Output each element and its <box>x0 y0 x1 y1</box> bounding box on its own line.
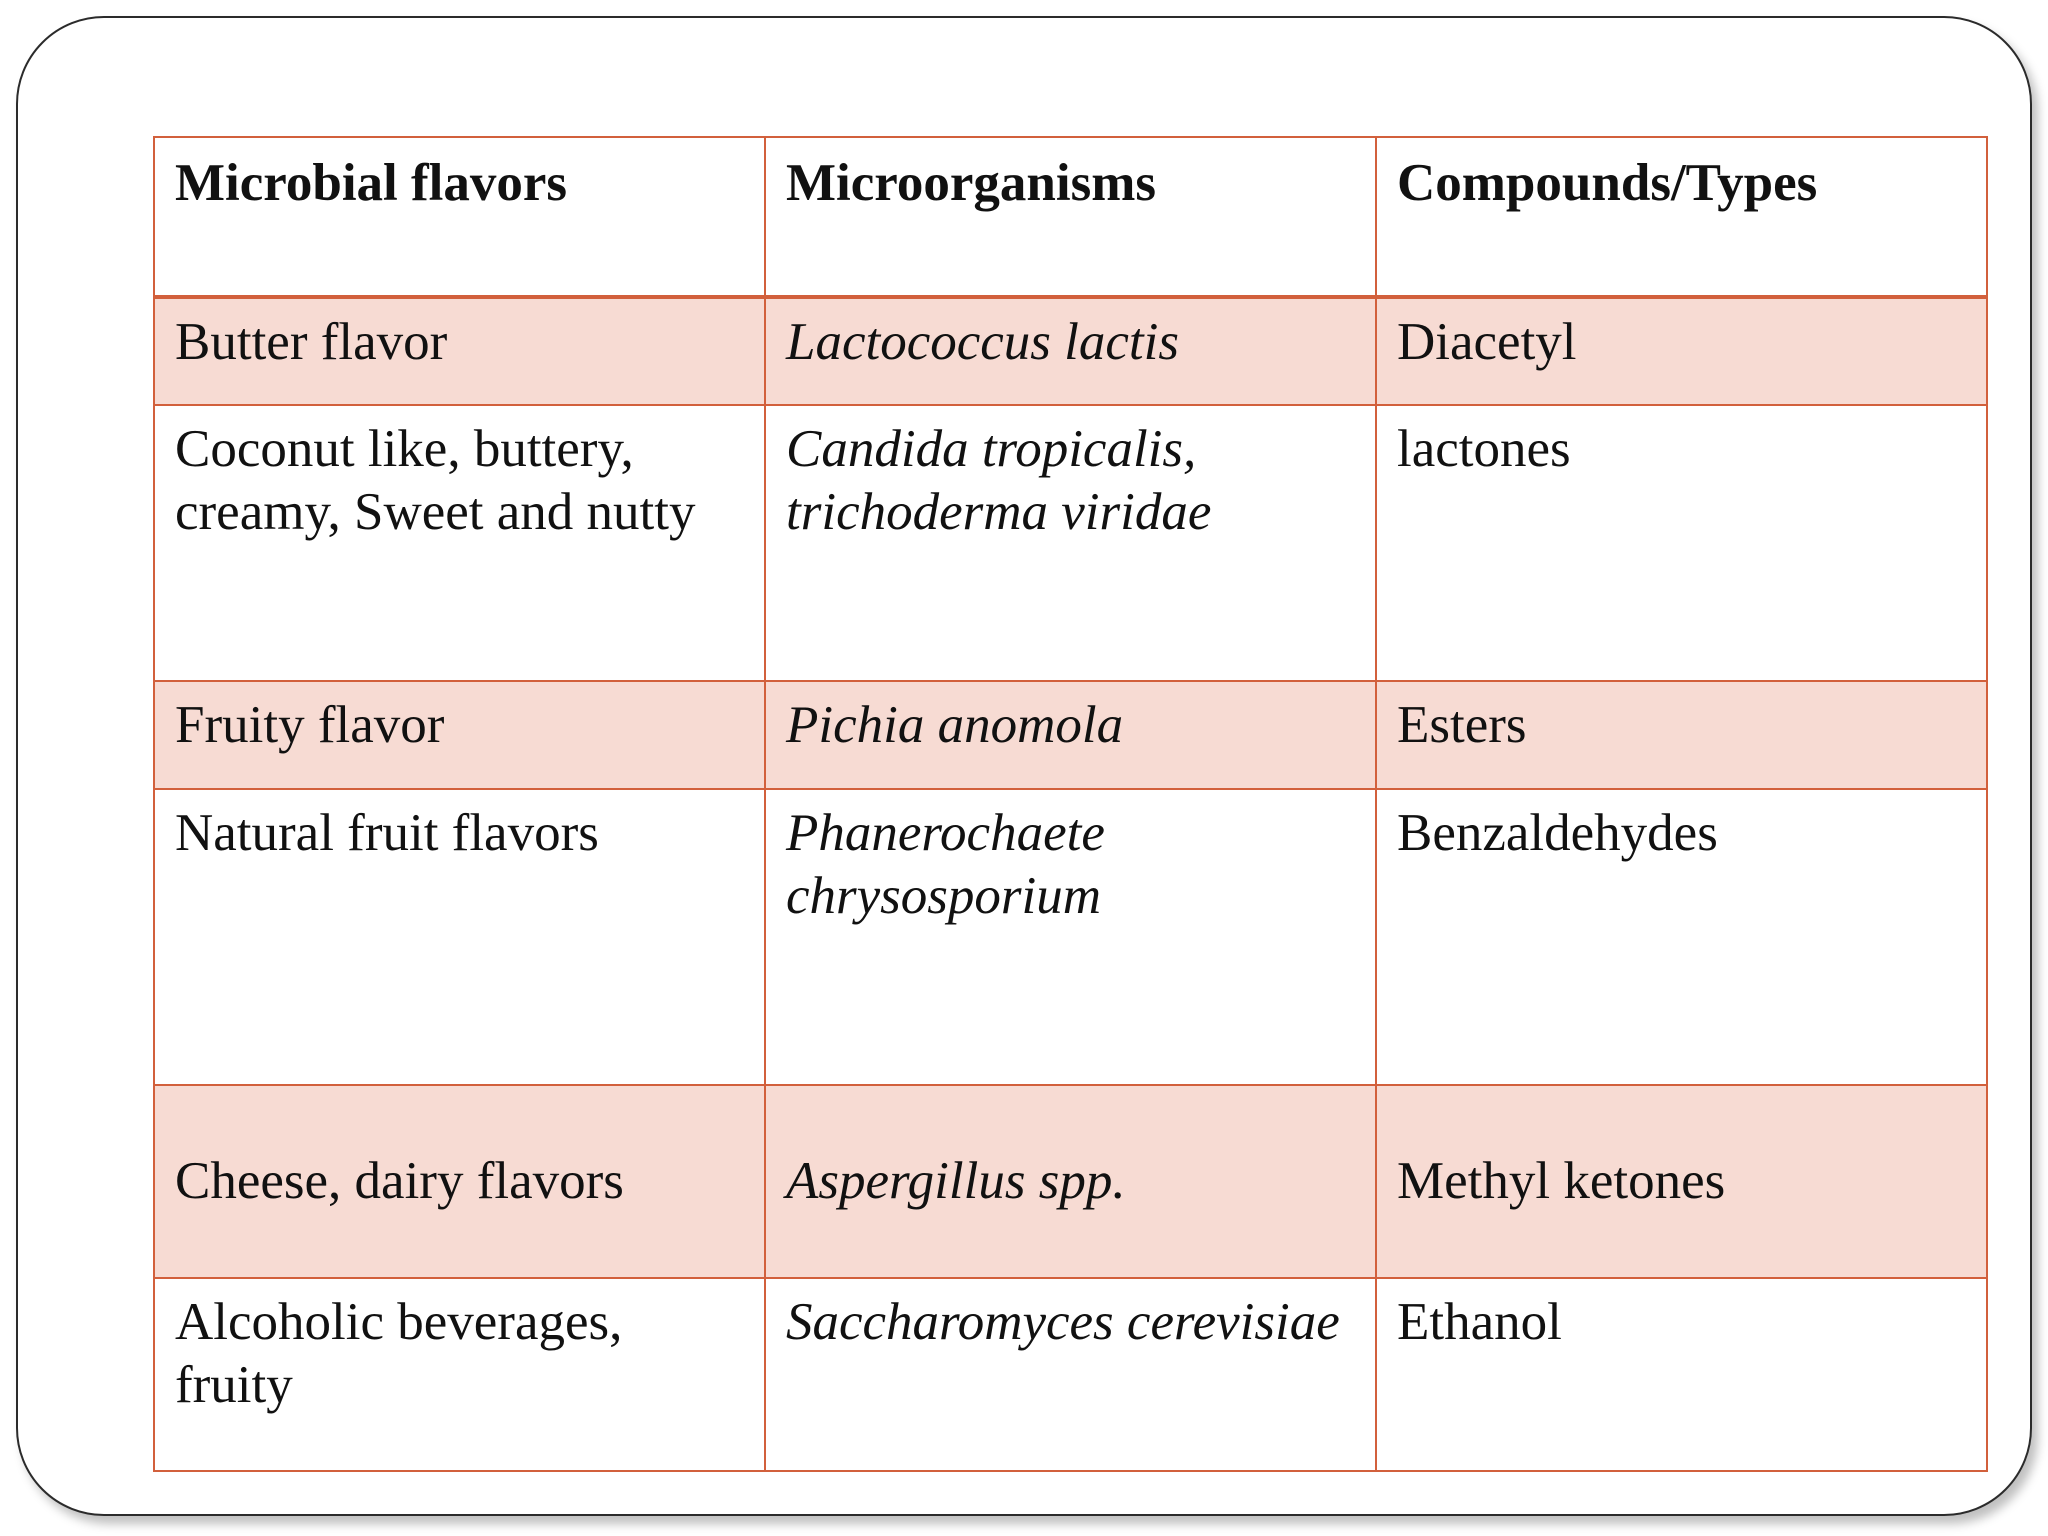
header-microbial-flavors: Microbial flavors <box>154 137 765 297</box>
organism-cell: Pichia anomola <box>765 681 1376 789</box>
header-compounds-types: Compounds/Types <box>1376 137 1987 297</box>
flavor-table <box>153 136 1988 1472</box>
flavor-cell: Butter flavor <box>154 297 765 405</box>
flavor-cell: Fruity flavor <box>154 681 765 789</box>
organism-cell: Lactococcus lactis <box>765 297 1376 405</box>
organism-cell: Aspergillus spp. <box>765 1085 1376 1278</box>
organism-cell: Phanerochaete chrysosporium <box>765 789 1376 1085</box>
table-row <box>154 297 1987 405</box>
compound-cell: Ethanol <box>1376 1278 1987 1471</box>
header-row <box>154 137 1987 297</box>
table-row <box>154 681 1987 789</box>
flavor-cell: Natural fruit flavors <box>154 789 765 1085</box>
table-row <box>154 789 1987 1085</box>
table-row <box>154 405 1987 681</box>
compound-cell: Diacetyl <box>1376 297 1987 405</box>
table-row <box>154 1085 1987 1278</box>
organism-cell: Candida tropicalis, trichoderma viridae <box>765 405 1376 681</box>
compound-cell: Methyl ketones <box>1376 1085 1987 1278</box>
flavor-cell: Coconut like, buttery, creamy, Sweet and nutty <box>154 405 765 681</box>
compound-cell: lactones <box>1376 405 1987 681</box>
organism-cell: Saccharomyces cerevisiae <box>765 1278 1376 1471</box>
compound-cell: Esters <box>1376 681 1987 789</box>
flavor-cell: Cheese, dairy flavors <box>154 1085 765 1278</box>
header-microorganisms: Microorganisms <box>765 137 1376 297</box>
flavor-cell: Alcoholic beverages, fruity <box>154 1278 765 1471</box>
table-row <box>154 1278 1987 1471</box>
slide-frame <box>16 16 2032 1516</box>
compound-cell: Benzaldehydes <box>1376 789 1987 1085</box>
